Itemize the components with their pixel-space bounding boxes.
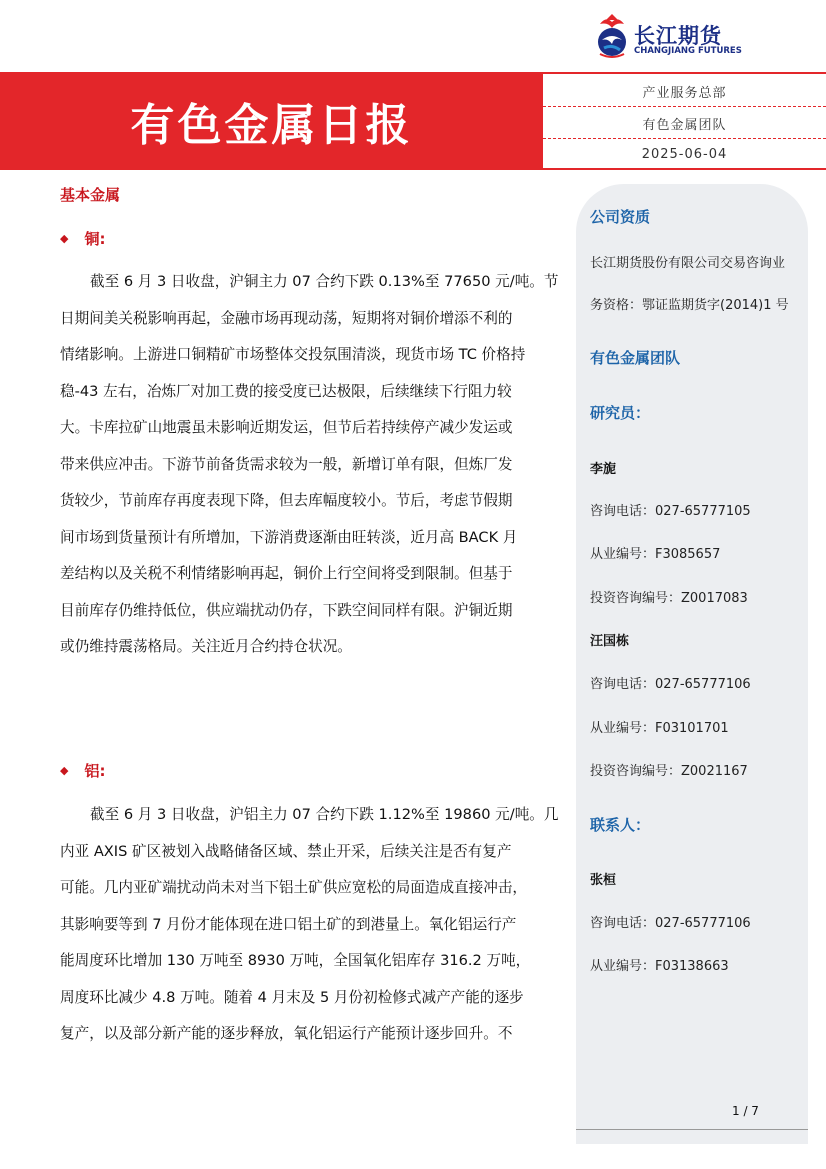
- text-line: 截至 6 月 3 日收盘，沪铝主力 07 合约下跌 1.12%至 19860 元/吨。几: [90, 806, 559, 823]
- text-line: 能周度环比增加 130 万吨至 8930 万吨，全国氧化铝库存 316.2 万吨，: [60, 952, 531, 969]
- logo-chinese-name: 长江期货: [634, 24, 722, 48]
- researcher-heading: 研究员：: [590, 404, 651, 422]
- researcher-practice-id: 从业编号：F03101701: [590, 721, 729, 736]
- contact-practice-id: 从业编号：F03138663: [590, 959, 729, 974]
- text-line: 日期间美关税影响再起，金融市场再现动荡，短期将对铜价增添不利的: [60, 309, 513, 327]
- header-info-panel: [543, 72, 826, 170]
- researcher-phone: 咨询电话：027-65777105: [590, 504, 751, 519]
- text-line: 货较少，节前库存再度表现下降，但去库幅度较小。节后，考虑节假期: [60, 492, 513, 509]
- report-header: [0, 72, 826, 170]
- header-department: 产业服务总部: [543, 76, 826, 107]
- text-line: 目前库存仍维持低位，供应端扰动仍存，下跌空间同样有限。沪铜近期: [60, 601, 513, 619]
- researcher-phone: 咨询电话：027-65777106: [590, 677, 751, 692]
- company-qualification-line-2: 务资格：鄂证监期货字(2014)1 号: [590, 298, 789, 313]
- text-line: 可能。几内亚矿端扰动尚未对当下铝土矿供应宽松的局面造成直接冲击，: [60, 879, 528, 896]
- aluminum-label: 铝:: [84, 762, 106, 780]
- sidebar-panel: [576, 184, 808, 1144]
- diamond-bullet-icon: ◆: [60, 232, 69, 245]
- team-heading: 有色金属团队: [590, 349, 681, 367]
- text-line: 带来供应冲击。下游节前备货需求较为一般，新增订单有限，但炼厂发: [60, 455, 513, 473]
- company-qualification-heading: 公司资质: [590, 208, 651, 226]
- contact-name: 张桓: [590, 873, 617, 888]
- researcher-name: 汪国栋: [590, 634, 630, 649]
- section-title-base-metals: 基本金属: [60, 186, 121, 204]
- changjiang-logo-icon: [592, 14, 632, 60]
- copper-paragraph: [60, 264, 559, 666]
- text-line: 稳-43 左右，冶炼厂对加工费的接受度已达极限，后续继续下行阻力较: [60, 382, 512, 400]
- text-line: 差结构以及关税不利情绪影响再起，铜价上行空间将受到限制。但基于: [60, 565, 513, 582]
- text-line: 截至 6 月 3 日收盘，沪铜主力 07 合约下跌 0.13%至 77650 元/吨。节: [90, 273, 559, 290]
- researcher-practice-id: 从业编号：F3085657: [590, 547, 721, 562]
- text-line: 间市场到货量预计有所增加，下游消费逐渐由旺转淡，近月高 BACK 月: [60, 528, 518, 546]
- text-line: 情绪影响。上游进口铜精矿市场整体交投氛围清淡，现货市场 TC 价格持: [60, 346, 526, 363]
- aluminum-heading: [60, 760, 105, 781]
- text-line: 复产，以及部分新产能的逐步释放，氧化铝运行产能预计逐步回升。不: [60, 1025, 513, 1042]
- researcher-advisory-id: 投资咨询编号：Z0021167: [590, 764, 748, 779]
- text-line: 其影响要等到 7 月份才能体现在进口铝土矿的到港量上。氧化铝运行产: [60, 915, 517, 933]
- header-team: 有色金属团队: [543, 108, 826, 139]
- contact-heading: 联系人：: [590, 816, 651, 834]
- text-line: 周度环比减少 4.8 万吨。随着 4 月末及 5 月份初检修式减产产能的逐步: [60, 988, 524, 1006]
- text-line: 或仍维持震荡格局。关注近月合约持仓状况。: [60, 638, 352, 655]
- company-logo: [592, 14, 762, 60]
- text-line: 大。卡库拉矿山地震虽未影响近期发运，但节后若持续停产减少发运或: [60, 419, 513, 436]
- copper-heading: [60, 228, 105, 249]
- page-number: 1 / 7: [732, 1104, 759, 1118]
- company-qualification-line-1: 长江期货股份有限公司交易咨询业: [590, 256, 786, 271]
- footer-divider: [576, 1129, 808, 1130]
- report-title: 有色金属日报: [130, 100, 413, 151]
- aluminum-paragraph: [60, 797, 559, 1053]
- text-line: 内亚 AXIS 矿区被划入战略储备区域、禁止开采，后续关注是否有复产: [60, 842, 512, 860]
- logo-english-name: CHANGJIANG FUTURES: [634, 46, 742, 56]
- contact-phone: 咨询电话：027-65777106: [590, 916, 751, 931]
- copper-label: 铜:: [84, 230, 106, 248]
- researcher-name: 李旎: [590, 462, 617, 477]
- researcher-advisory-id: 投资咨询编号：Z0017083: [590, 591, 748, 606]
- diamond-bullet-icon: ◆: [60, 764, 69, 777]
- header-date: 2025-06-04: [641, 147, 728, 162]
